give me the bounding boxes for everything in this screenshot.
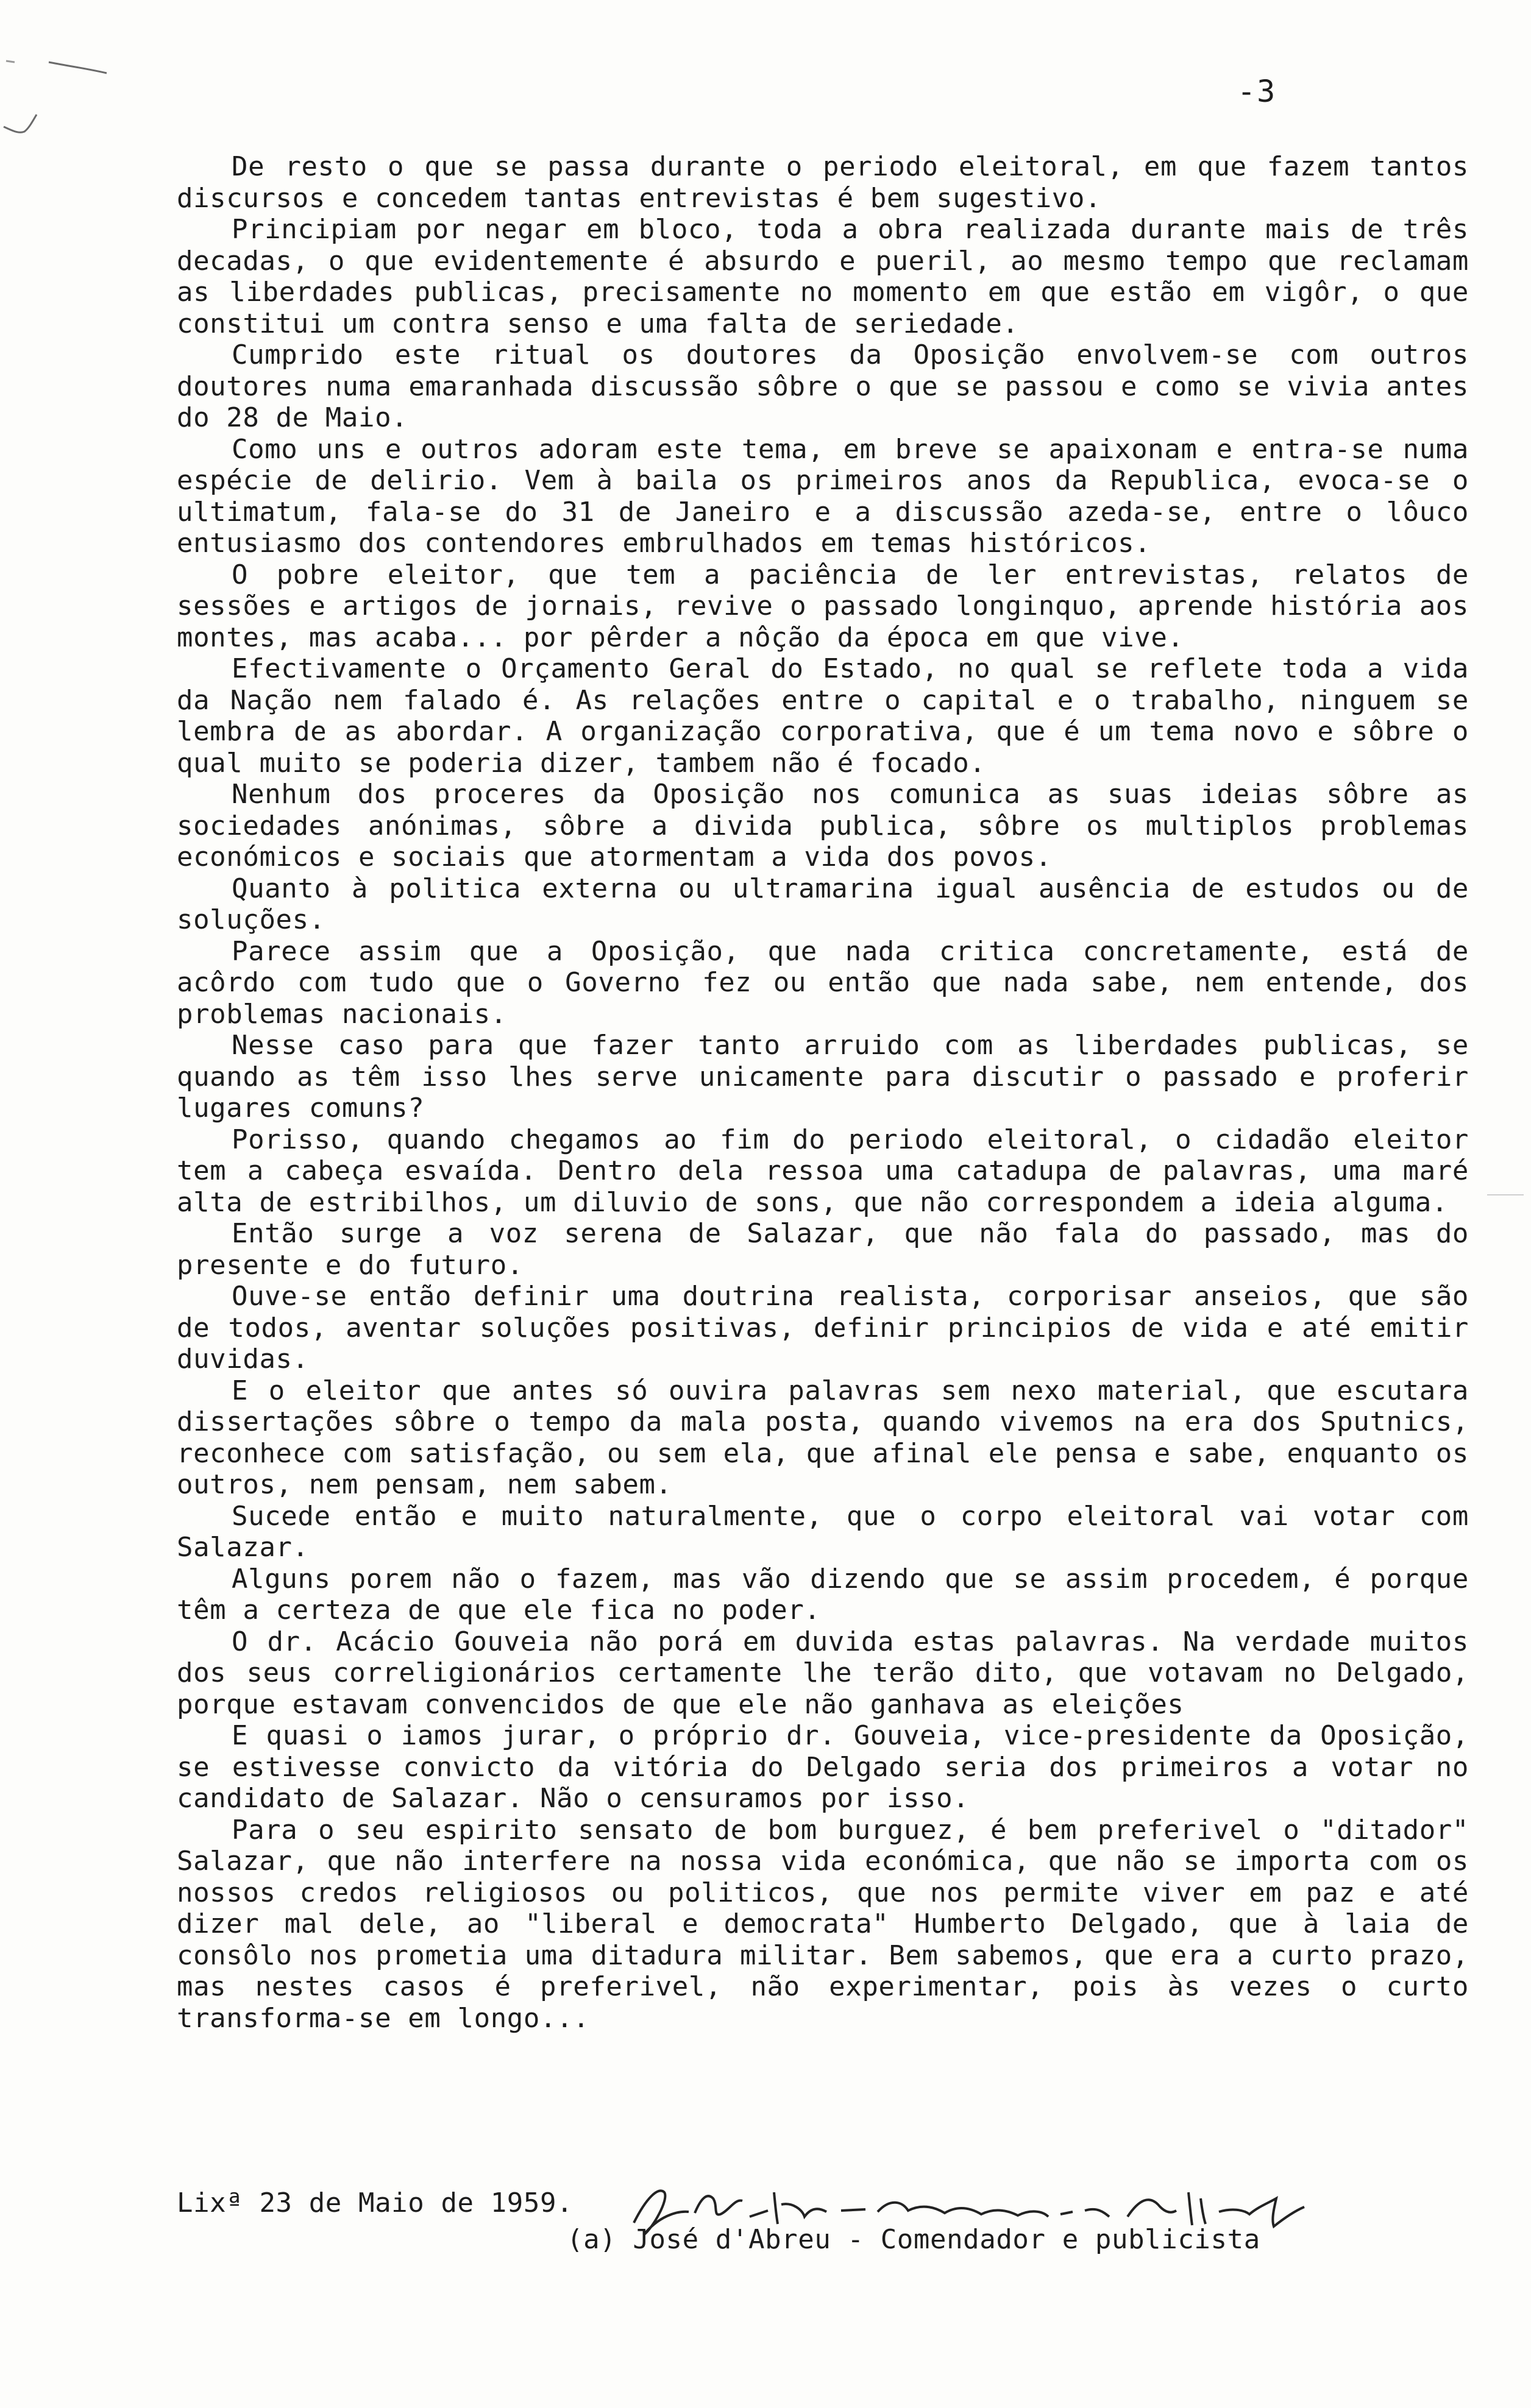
paragraph: E quasi o iamos jurar, o próprio dr. Gouveia, vice-presidente da Oposição, se estivesse convicto da vitória do Delgado seria dos primeiros a votar no candidato de Salazar. Não o censuramos por isso.	[177, 1720, 1469, 1814]
paragraph: E o eleitor que antes só ouvira palavras sem nexo material, que escutara dissertações sôbre o tempo da mala posta, quando vivemos na era dos Sputnics, reconhece com satisfação, ou sem ela, que afinal ele pensa e sabe, enquanto os outros, nem pensam, nem sabem.	[177, 1375, 1469, 1500]
paragraph: Parece assim que a Oposição, que nada critica concretamente, está de acôrdo com tudo que o Governo fez ou então que nada sabe, nem entende, dos problemas nacionais.	[177, 935, 1469, 1030]
closing-block	[177, 2187, 1469, 2309]
paragraph: O pobre eleitor, que tem a paciência de ler entrevistas, relatos de sessões e artigos de jornais, revive o passado longinquo, aprende história aos montes, mas acaba... por pêrder a nôção da época em que vive.	[177, 559, 1469, 653]
paragraph: Para o seu espirito sensato de bom burguez, é bem preferivel o "ditador" Salazar, que não interfere na nossa vida económica, que não se importa com os nossos credos religiosos ou politicos, que nos permite viver em paz e até dizer mal dele, ao "liberal e democrata" Humberto Delgado, que à laia de consôlo nos prometia uma ditadura militar. Bem sabemos, que era a curto prazo, mas nestes casos é preferivel, não experimentar, pois às vezes o curto transforma-se em longo...	[177, 1814, 1469, 2034]
body-text	[177, 151, 1469, 2034]
page-number: -3	[1237, 74, 1277, 109]
paragraph: Porisso, quando chegamos ao fim do periodo eleitoral, o cidadão eleitor tem a cabeça esvaída. Dentro dela ressoa uma catadupa de palavras, uma maré alta de estribilhos, um diluvio de sons, que não correspondem a ideia alguma.	[177, 1124, 1469, 1218]
paragraph: Alguns porem não o fazem, mas vão dizendo que se assim procedem, é porque têm a certeza de que ele fica no poder.	[177, 1563, 1469, 1626]
paragraph: Então surge a voz serena de Salazar, que não fala do passado, mas do presente e do futuro.	[177, 1218, 1469, 1281]
paragraph: Efectivamente o Orçamento Geral do Estado, no qual se reflete toda a vida da Nação nem falado é. As relações entre o capital e o trabalho, ninguem se lembra de as abordar. A organização corporativa, que é um tema novo e sôbre o qual muito se poderia dizer, tambem não é focado.	[177, 653, 1469, 779]
paragraph: Como uns e outros adoram este tema, em breve se apaixonam e entra-se numa espécie de delirio. Vem à baila os primeiros anos da Republica, evoca-se o ultimatum, fala-se do 31 de Janeiro e a discussão azeda-se, entre o lôuco entusiasmo dos contendores embrulhados em temas históricos.	[177, 433, 1469, 559]
margin-scribble	[0, 49, 122, 152]
paragraph: Ouve-se então definir uma doutrina realista, corporisar anseios, que são de todos, aventar soluções positivas, definir principios de vida e até emitir duvidas.	[177, 1281, 1469, 1375]
paragraph: Principiam por negar em bloco, toda a obra realizada durante mais de três decadas, o que evidentemente é absurdo e pueril, ao mesmo tempo que reclamam as liberdades publicas, precisamente no momento em que estão em vigôr, o que constitui um contra senso e uma falta de seriedade.	[177, 214, 1469, 339]
margin-dash	[1487, 1194, 1524, 1195]
paragraph: Nesse caso para que fazer tanto arruido com as liberdades publicas, se quando as têm isso lhes serve unicamente para discutir o passado e proferir lugares comuns?	[177, 1030, 1469, 1124]
signature-label: (a) José d'Abreu - Comendador e publicista	[567, 2224, 1260, 2255]
date-line: Lixª 23 de Maio de 1959.	[177, 2187, 574, 2219]
paragraph: Quanto à politica externa ou ultramarina igual ausência de estudos ou de soluções.	[177, 873, 1469, 935]
paragraph: Sucede então e muito naturalmente, que o corpo eleitoral vai votar com Salazar.	[177, 1500, 1469, 1563]
paragraph: De resto o que se passa durante o periodo eleitoral, em que fazem tantos discursos e concedem tantas entrevistas é bem sugestivo.	[177, 151, 1469, 214]
paragraph: Cumprido este ritual os doutores da Oposição envolvem-se com outros doutores numa emaranhada discussão sôbre o que se passou e como se vivia antes do 28 de Maio.	[177, 339, 1469, 433]
paragraph: Nenhum dos proceres da Oposição nos comunica as suas ideias sôbre as sociedades anónimas, sôbre a divida publica, sôbre os multiplos problemas económicos e sociais que atormentam a vida dos povos.	[177, 779, 1469, 873]
paragraph: O dr. Acácio Gouveia não porá em duvida estas palavras. Na verdade muitos dos seus correligionários certamente lhe terão dito, que votavam no Delgado, porque estavam convencidos de que ele não ganhava as eleições	[177, 1626, 1469, 1720]
